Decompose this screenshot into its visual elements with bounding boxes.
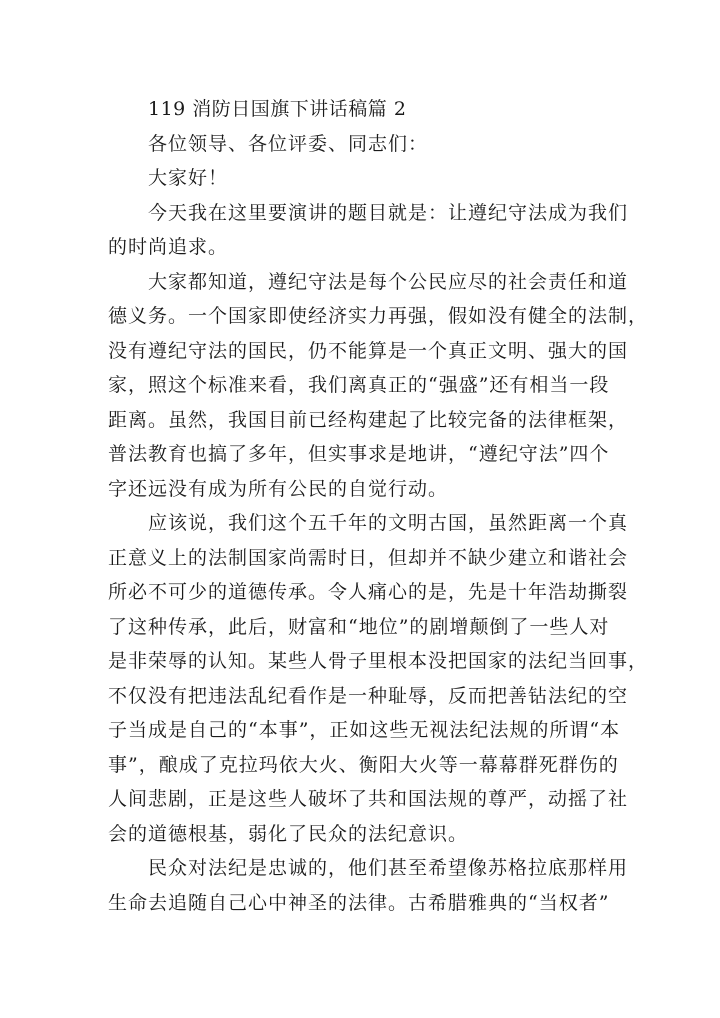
paragraph-line: 没有遵纪守法的国民，仍不能算是一个真正文明、强大的国 <box>108 339 629 362</box>
document-title: 119 消防日国旗下讲话稿篇 2 <box>148 98 407 120</box>
paragraph-line: 生命去追随自己心中神圣的法律。古希腊雅典的“当权者” <box>108 891 610 914</box>
paragraph-line: 事”，酿成了克拉玛依大火、衡阳大火等一幕幕群死群伤的 <box>108 753 619 776</box>
paragraph-line: 字还远没有成为所有公民的自觉行动。 <box>108 477 449 500</box>
paragraph-line: 的时尚追求。 <box>108 236 229 258</box>
paragraph-line: 不仅没有把违法乱纪看作是一种耻辱，反而把善钻法纪的空 <box>108 684 629 707</box>
paragraph-line: 德义务。一个国家即使经济实力再强，假如没有健全的法制， <box>108 305 649 327</box>
paragraph-1 <box>108 196 628 265</box>
paragraph-line: 大家都知道，遵纪守法是每个公民应尽的社会责任和道 <box>148 270 629 293</box>
greeting-line: 各位领导、各位评委、同志们： <box>148 132 429 155</box>
paragraph-3 <box>108 506 649 851</box>
paragraph-4 <box>108 851 628 920</box>
paragraph-line: 了这种传承，此后，财富和“地位”的剧增颠倒了一些人对 <box>108 615 610 638</box>
paragraph-2 <box>108 265 649 507</box>
paragraph-line: 会的道德根基，弱化了民众的法纪意识。 <box>108 822 469 845</box>
paragraph-line: 正意义上的法制国家尚需时日，但却并不缺少建立和谐社会 <box>108 546 629 569</box>
paragraph-line: 是非荣辱的认知。某些人骨子里根本没把国家的法纪当回事， <box>108 650 649 672</box>
paragraph-line: 今天我在这里要演讲的题目就是：让遵纪守法成为我们 <box>148 201 629 224</box>
paragraph-line: 所必不可少的道德传承。令人痛心的是，先是十年浩劫撕裂 <box>108 581 629 603</box>
paragraph-line: 普法教育也搞了多年，但实事求是地讲，“遵纪守法”四个 <box>108 443 610 465</box>
salutation-line: 大家好！ <box>148 167 229 189</box>
paragraph-line: 人间悲剧，正是这些人破坏了共和国法规的尊严，动摇了社 <box>108 788 629 810</box>
document-body <box>108 92 649 920</box>
paragraph-line: 应该说，我们这个五千年的文明古国，虽然距离一个真 <box>148 512 629 534</box>
paragraph-line: 家，照这个标准来看，我们离真正的“强盛”还有相当一段 <box>108 374 610 396</box>
paragraph-line: 民众对法纪是忠诚的，他们甚至希望像苏格拉底那样用 <box>148 857 629 879</box>
paragraph-line: 距离。虽然，我国目前已经构建起了比较完备的法律框架， <box>108 408 629 431</box>
paragraph-line: 子当成是自己的“本事”，正如这些无视法纪法规的所谓“本 <box>108 719 621 741</box>
